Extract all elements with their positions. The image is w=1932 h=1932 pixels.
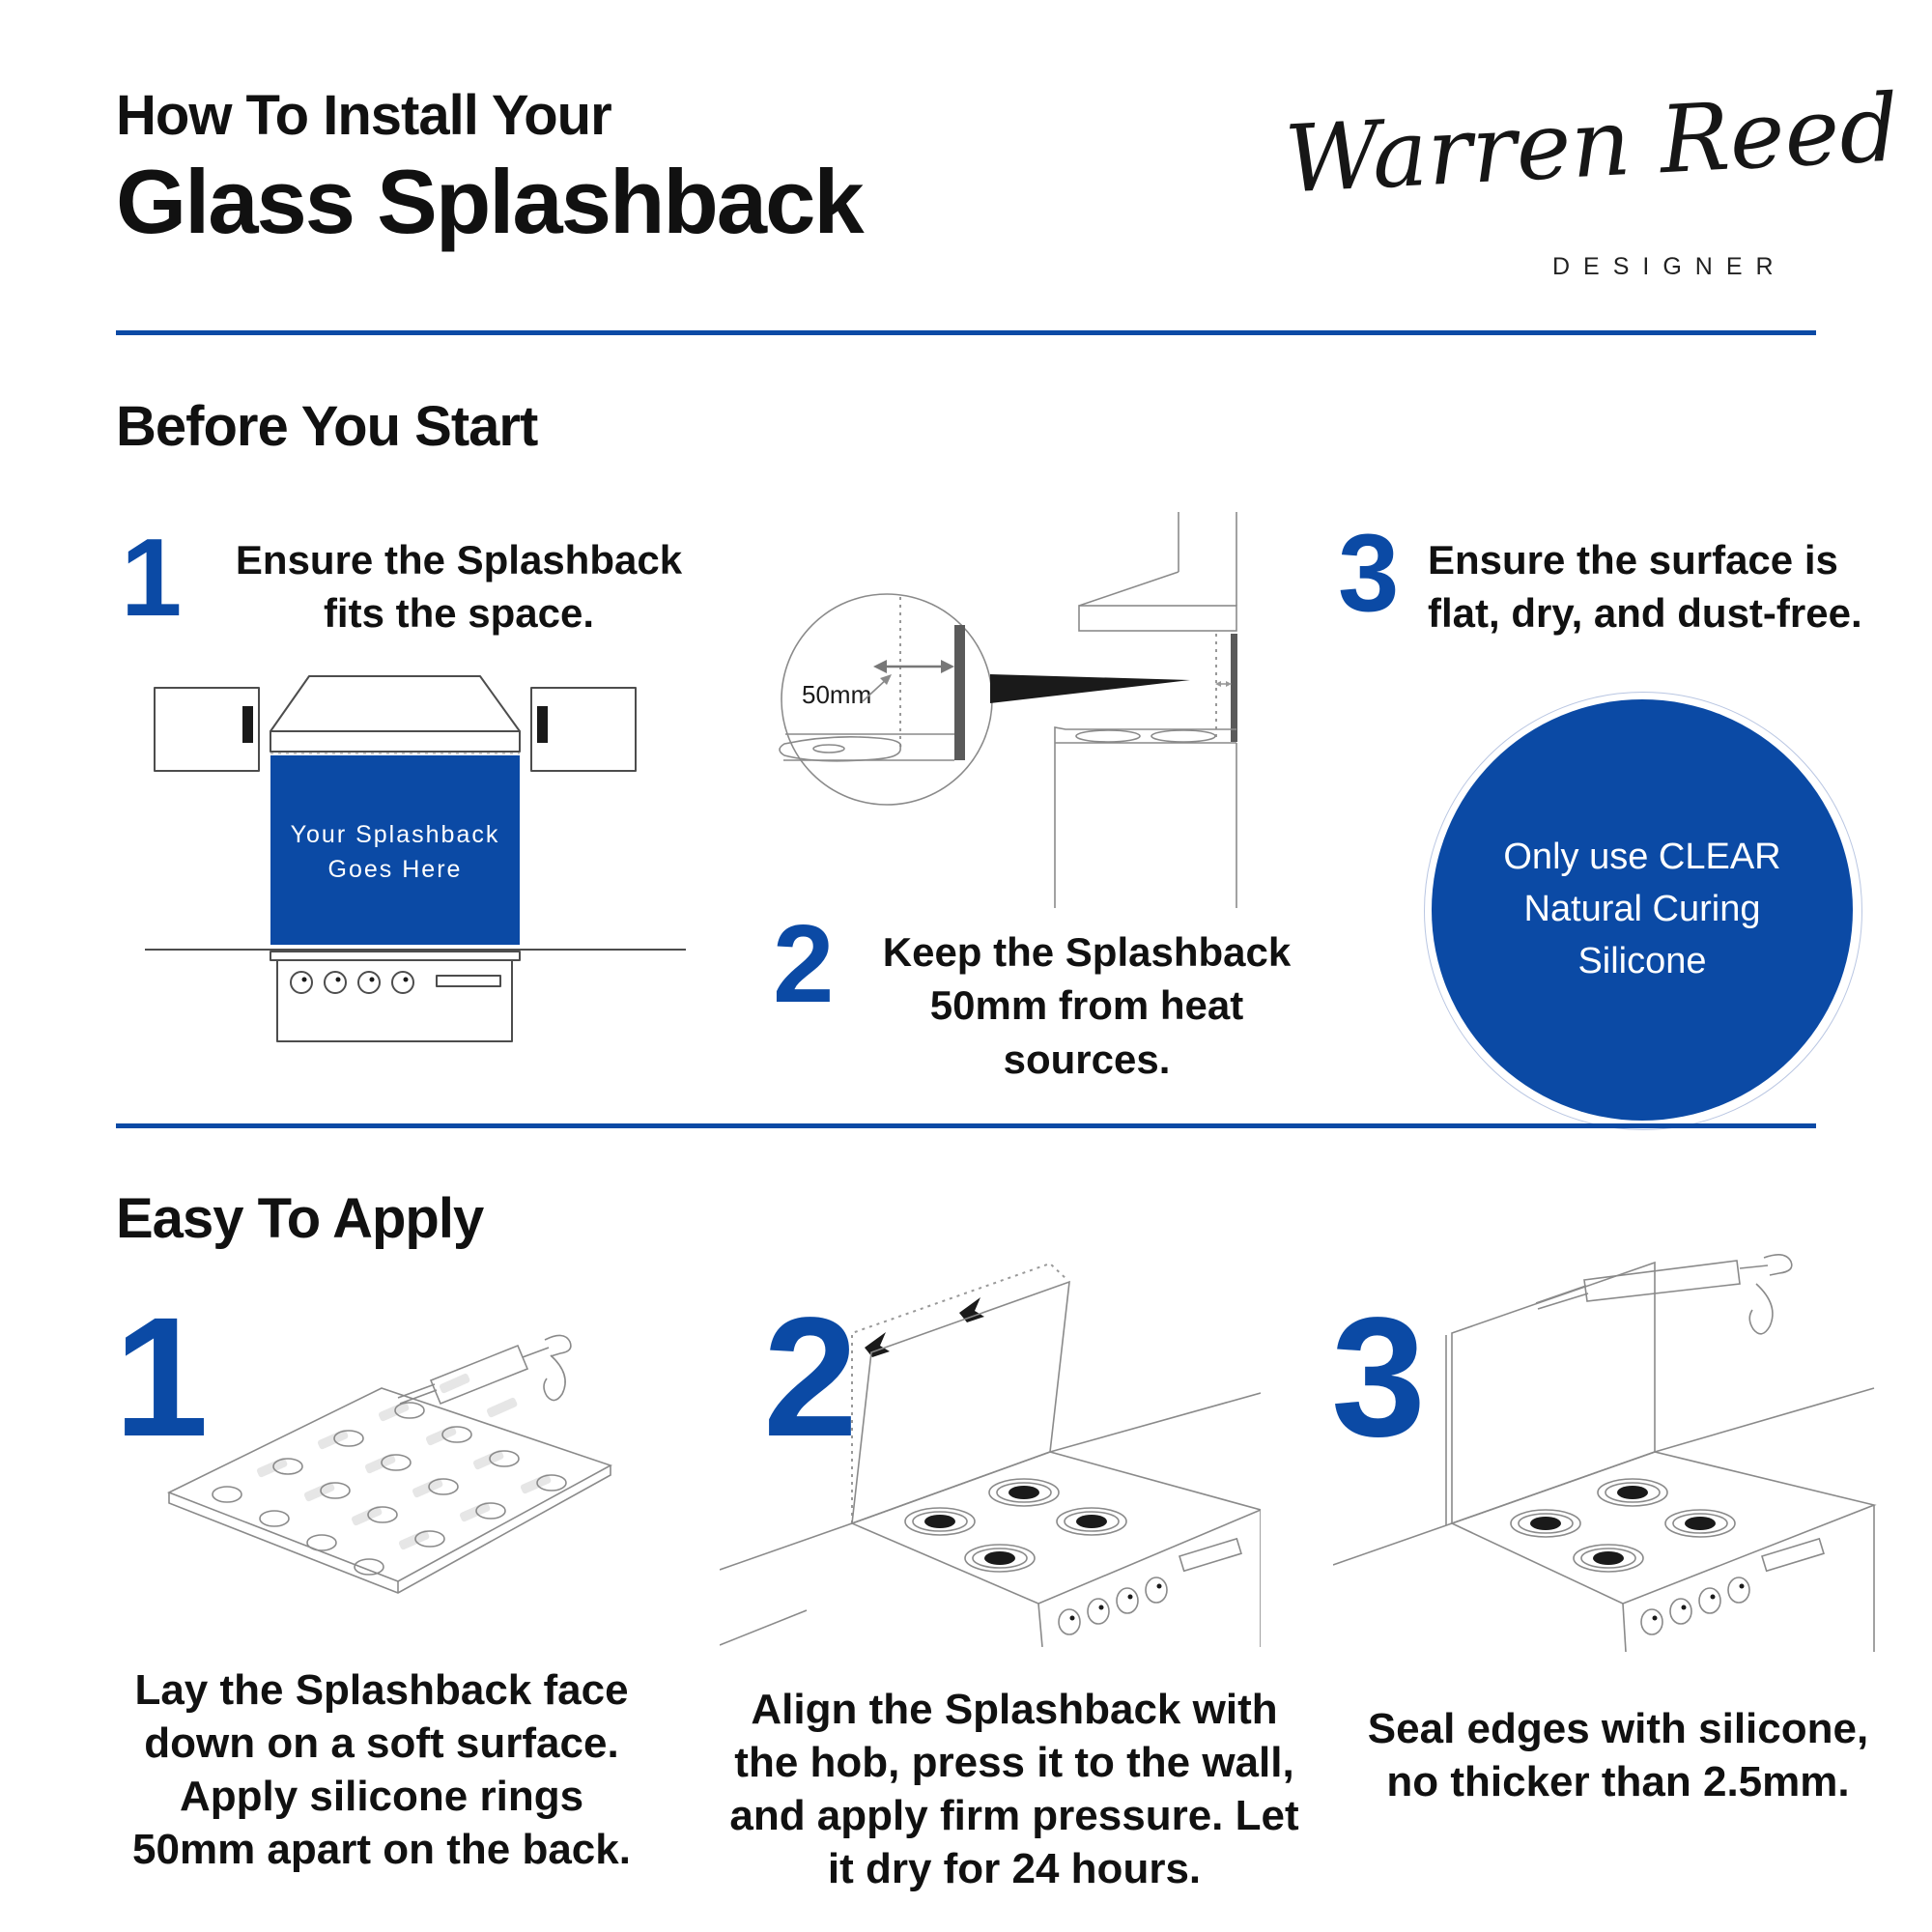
hob-illustration — [1333, 1388, 1874, 1652]
before-step3-text: Ensure the surface is flat, dry, and dust-free. — [1428, 537, 1862, 637]
burner-icon — [1665, 1510, 1735, 1537]
apply-step3-caption: Seal edges with silicone, no thicker than 2.5mm. — [1367, 1705, 1869, 1805]
cooker-icon — [145, 950, 686, 1041]
burner-icon — [1057, 1508, 1126, 1535]
section-divider-middle — [116, 1123, 1816, 1128]
splashback-placement-illustration — [145, 667, 686, 1053]
hob-illustration — [720, 1393, 1261, 1647]
burner-icon — [1598, 1479, 1667, 1506]
apply-step2-number: 2 — [763, 1283, 858, 1472]
cooker-hood-icon — [270, 676, 520, 752]
small-gap-arrow-icon — [1215, 681, 1232, 687]
magnifier-callout — [780, 594, 992, 805]
right-cabinet-icon — [531, 688, 636, 771]
cooker-knobs — [1641, 1577, 1749, 1634]
splashback-board — [169, 1388, 611, 1593]
splashback-area — [270, 753, 520, 945]
silicone-rings — [213, 1403, 566, 1575]
seal-edges-illustration — [1333, 1241, 1884, 1652]
splashback-area-label-line1: Your Splashback — [290, 821, 500, 848]
align-splashback-illustration — [720, 1251, 1261, 1647]
gap-arrow-icon — [873, 660, 954, 673]
burner-side-icon — [780, 737, 901, 761]
apply-step2-caption: Align the Splashback with the hob, press it to the wall, and apply firm pressure. Let it dry for 24 hours. — [729, 1686, 1299, 1892]
splashback-panel — [852, 1282, 1069, 1523]
silicone-rings-illustration — [135, 1328, 638, 1657]
brand-logo-subtitle: DESIGNER — [1552, 253, 1787, 280]
silicone-note-badge — [1424, 692, 1862, 1130]
before-step2-text: Keep the Splashback 50mm from heat sources. — [882, 929, 1292, 1082]
burner-icon — [965, 1545, 1035, 1572]
arrow-icon — [865, 1332, 890, 1357]
before-section-heading: Before You Start — [116, 395, 538, 458]
page-title-line2: Glass Splashback — [116, 150, 863, 252]
splashback-panel — [1452, 1263, 1655, 1523]
burner-icon — [905, 1508, 975, 1535]
apply-step1-caption: Lay the Splashback face down on a soft surface. Apply silicone rings 50mm apart on the back. — [132, 1666, 631, 1873]
section-divider-top — [116, 330, 1816, 335]
caulk-gun-icon — [1536, 1255, 1792, 1334]
caulk-gun-icon — [398, 1335, 571, 1404]
before-step1-number: 1 — [121, 517, 183, 639]
before-step3-number: 3 — [1338, 512, 1400, 635]
apply-section-heading: Easy To Apply — [116, 1187, 484, 1250]
page-title — [116, 84, 863, 252]
silicone-note-circle: Only use CLEAR Natural Curing Silicone — [1432, 699, 1853, 1121]
heat-gap-illustration — [753, 502, 1294, 927]
burner-icon — [1511, 1510, 1580, 1537]
brand-logo-script: Warren Reed — [1282, 73, 1902, 214]
apply-step3-number: 3 — [1331, 1283, 1426, 1472]
page-title-line1: How To Install Your — [116, 84, 611, 147]
before-step2-number: 2 — [773, 903, 835, 1026]
zoom-wedge — [990, 674, 1190, 703]
gap-measurement-label: 50mm — [802, 680, 872, 709]
hood-and-hob-side-view — [1055, 512, 1237, 908]
splashback-area-label-line2: Goes Here — [327, 856, 463, 883]
cooker-knobs — [1059, 1577, 1167, 1634]
brand-logo — [1282, 73, 1902, 214]
cooker-display — [1762, 1539, 1824, 1571]
before-step1-text: Ensure the Splashback fits the space. — [235, 537, 683, 637]
arrow-icon — [959, 1297, 984, 1322]
cooker-display — [1179, 1539, 1241, 1571]
burner-icon — [1574, 1545, 1643, 1572]
apply-step1-number: 1 — [114, 1283, 209, 1472]
burner-icon — [989, 1479, 1059, 1506]
left-cabinet-icon — [155, 688, 259, 771]
